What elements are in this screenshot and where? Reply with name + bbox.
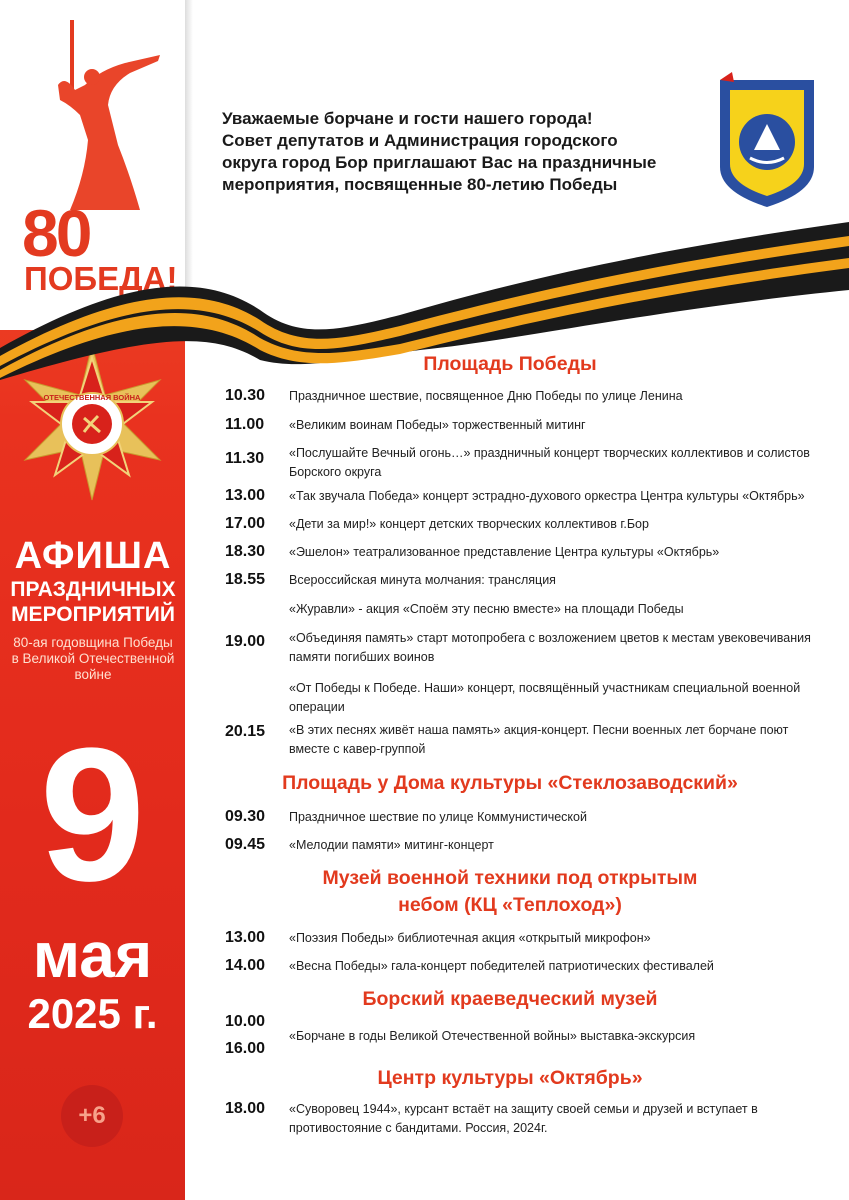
badge-pobeda: ПОБЕДА! — [24, 260, 178, 297]
section-title: Площадь у Дома культуры «Стеклозаводский» — [282, 772, 738, 794]
event-time: 11.00 — [225, 416, 265, 433]
event-time: 11.30 — [225, 450, 265, 467]
event-time: 18.00 — [225, 1100, 266, 1117]
event-time-end: 16.00 — [225, 1040, 266, 1057]
event-desc: «Так звучала Победа» концерт эстрадно-духового оркестра Центра культуры «Октябрь» — [289, 489, 805, 503]
event-time: 17.00 — [225, 515, 266, 532]
order-ring-text: ОТЕЧЕСТВЕННАЯ ВОЙНА — [43, 393, 141, 402]
event-desc: Всероссийская минута молчания: трансляция — [289, 573, 556, 587]
event-time: 13.00 — [225, 487, 266, 504]
section-title: Музей военной техники под открытым — [322, 867, 698, 889]
event-desc: Праздничное шествие, посвященное Дню Победы по улице Ленина — [289, 389, 683, 403]
event-desc: «Поэзия Победы» библиотечная акция «открытый микрофон» — [289, 931, 651, 945]
section-title: Центр культуры «Октябрь» — [377, 1067, 643, 1089]
event-time: 14.00 — [225, 957, 266, 974]
event-time: 18.55 — [225, 571, 266, 588]
poster-title-line2: ПРАЗДНИЧНЫХ — [10, 578, 176, 601]
event-time: 19.00 — [225, 633, 266, 650]
intro-line2: Совет депутатов и Администрация городского — [222, 131, 618, 150]
event-desc: «Эшелон» театрализованное представление Центра культуры «Октябрь» — [289, 545, 720, 559]
section-title-line2: небом (КЦ «Теплоход») — [398, 894, 622, 916]
event-desc: «Борчане в годы Великой Отечественной войны» выставка-экскурсия — [289, 1029, 696, 1043]
event-desc: «Весна Победы» гала-концерт победителей патриотических фестивалей — [289, 959, 714, 973]
event-desc: «Объединяя память» старт мотопробега с возложением цветов к местам увековечивания памяти погибших воинов — [289, 631, 811, 664]
event-year: 2025 г. — [27, 990, 158, 1037]
event-desc: Праздничное шествие по улице Коммунистической — [289, 810, 587, 824]
event-month: мая — [32, 919, 153, 991]
event-desc: «Дети за мир!» концерт детских творческих коллективов г.Бор — [289, 517, 649, 531]
section-title: Борский краеведческий музей — [362, 988, 658, 1010]
event-desc: «От Победы к Победе. Наши» концерт, посвящённый участникам специальной военной операции — [289, 681, 801, 714]
event-desc: «Суворовец 1944», курсант встаёт на защиту своей семьи и друзей и вступает в противостояние с бандитами. Россия, 2024г. — [289, 1102, 758, 1135]
event-time: 20.15 — [225, 723, 266, 740]
event-desc: «В этих песнях живёт наша память» акция-концерт. Песни военных лет борчане поют вместе с кавер-группой — [289, 723, 789, 756]
intro-line3: округа город Бор приглашают Вас на праздничные — [222, 153, 657, 172]
event-time-start: 10.00 — [225, 1013, 266, 1030]
event-time: 10.30 — [225, 387, 266, 404]
intro-line1: Уважаемые борчане и гости нашего города! — [222, 109, 593, 128]
event-desc: «Послушайте Вечный огонь…» праздничный концерт творческих коллективов и солистов Борского округа — [289, 446, 810, 479]
event-time: 13.00 — [225, 929, 266, 946]
event-desc: «Великим воинам Победы» торжественный митинг — [289, 418, 586, 432]
intro-text — [222, 108, 702, 196]
event-desc: «Журавли» - акция «Споём эту песню вместе» на площади Победы — [289, 602, 684, 616]
event-time: 18.30 — [225, 543, 266, 560]
age-rating-badge: +6 — [61, 1085, 123, 1147]
coat-of-arms-icon — [712, 72, 822, 212]
event-time: 09.45 — [225, 836, 266, 853]
event-desc: «Мелодии памяти» митинг-концерт — [289, 838, 494, 852]
intro-line4: мероприятия, посвященные 80-летию Победы — [222, 175, 618, 194]
event-time: 09.30 — [225, 808, 266, 825]
motherland-monument-icon — [30, 15, 170, 215]
poster-subtitle: 80-ая годовщина Победы в Великой Отечественной войне — [11, 635, 175, 682]
poster-title-line3: МЕРОПРИЯТИЙ — [11, 603, 175, 626]
poster-title-block — [8, 535, 178, 683]
section-title: Площадь Победы — [423, 353, 597, 375]
poster-title: АФИША — [14, 535, 172, 577]
event-day: 9 — [39, 709, 146, 921]
badge-80: 80 — [22, 196, 90, 270]
